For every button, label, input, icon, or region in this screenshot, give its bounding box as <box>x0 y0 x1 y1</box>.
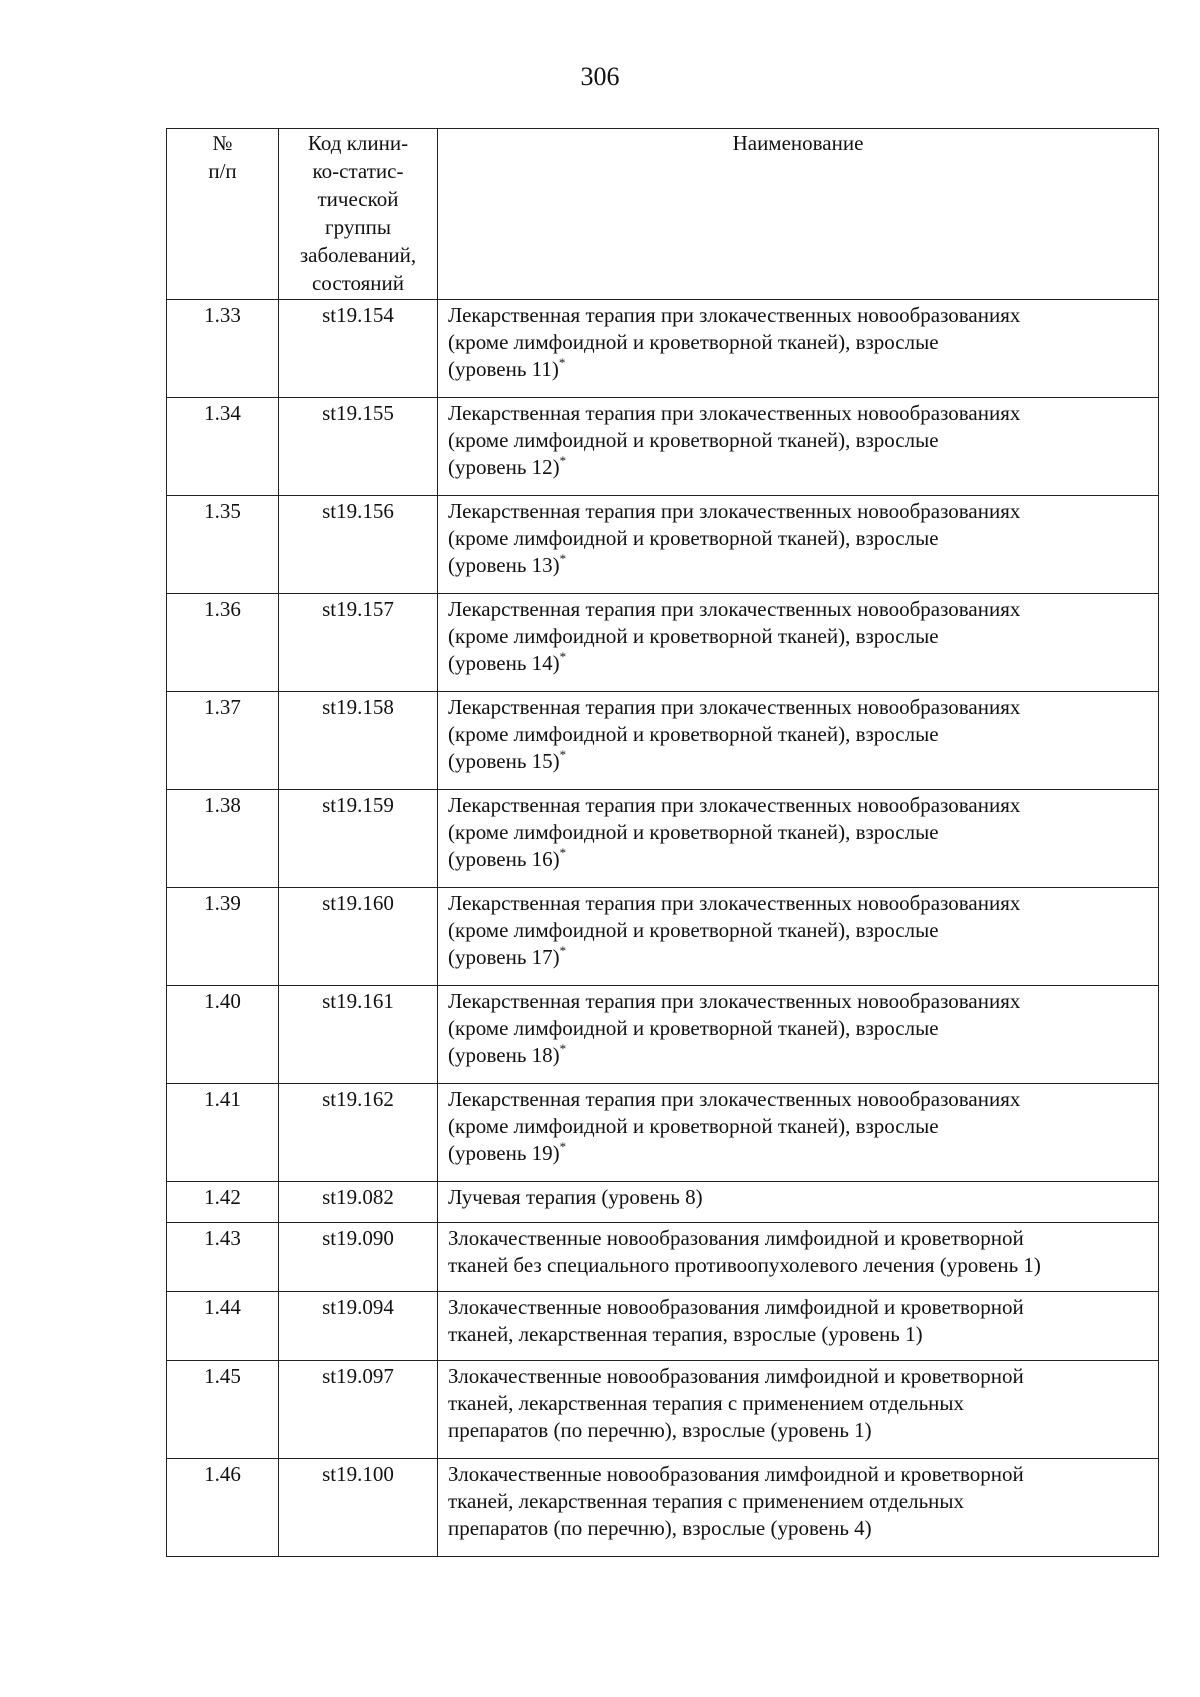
row-number: 1.37 <box>167 692 279 790</box>
row-name <box>438 888 1159 986</box>
row-code: st19.157 <box>279 594 438 692</box>
row-name <box>438 1223 1159 1292</box>
table-header-row <box>167 129 1159 300</box>
row-name-line <box>448 748 1154 775</box>
table-row <box>167 790 1159 888</box>
header-code-line: группы <box>325 215 391 239</box>
footnote-mark: * <box>559 551 567 566</box>
row-name-line: (кроме лимфоидной и кроветворной тканей), взрослые <box>448 624 939 648</box>
footnote-mark: * <box>559 747 567 762</box>
row-name-text: (уровень 19) <box>448 1141 560 1165</box>
row-name-text: (уровень 13) <box>448 553 560 577</box>
row-number: 1.42 <box>167 1182 279 1223</box>
footnote-mark: * <box>559 649 567 664</box>
row-name-line: Лекарственная терапия при злокачественных новообразованиях <box>448 989 1021 1013</box>
row-name-line <box>448 552 1154 579</box>
row-name-line: (кроме лимфоидной и кроветворной тканей), взрослые <box>448 1114 939 1138</box>
table-row <box>167 1459 1159 1557</box>
row-number: 1.46 <box>167 1459 279 1557</box>
row-name-line: (кроме лимфоидной и кроветворной тканей), взрослые <box>448 526 939 550</box>
table-row <box>167 594 1159 692</box>
row-code: st19.082 <box>279 1182 438 1223</box>
row-name <box>438 398 1159 496</box>
row-number: 1.44 <box>167 1292 279 1361</box>
table-row <box>167 1223 1159 1292</box>
header-code-line: состояний <box>311 271 405 295</box>
table-row <box>167 496 1159 594</box>
header-code-line: ко-статис- <box>312 159 404 183</box>
row-name-line <box>448 1140 1154 1167</box>
row-name-line <box>448 944 1154 971</box>
header-number <box>167 129 279 300</box>
row-name-line <box>448 846 1154 873</box>
footnote-mark: * <box>559 1139 567 1154</box>
row-number: 1.40 <box>167 986 279 1084</box>
row-code: st19.094 <box>279 1292 438 1361</box>
header-number-line: п/п <box>208 159 237 183</box>
row-number: 1.43 <box>167 1223 279 1292</box>
row-code: st19.156 <box>279 496 438 594</box>
row-name-line: тканей, лекарственная терапия с применением отдельных <box>448 1489 965 1513</box>
row-name-line: Лекарственная терапия при злокачественных новообразованиях <box>448 303 1021 327</box>
footnote-mark: * <box>559 453 567 468</box>
table-row <box>167 1182 1159 1223</box>
ksg-table <box>166 128 1159 1557</box>
row-name <box>438 1182 1159 1223</box>
row-name-line: Злокачественные новообразования лимфоидной и кроветворной <box>448 1364 1024 1388</box>
row-code: st19.100 <box>279 1459 438 1557</box>
row-number: 1.35 <box>167 496 279 594</box>
table-row <box>167 1361 1159 1459</box>
row-name <box>438 594 1159 692</box>
row-name-line: (кроме лимфоидной и кроветворной тканей), взрослые <box>448 722 939 746</box>
row-name-text: (уровень 15) <box>448 749 560 773</box>
row-name-line: (кроме лимфоидной и кроветворной тканей), взрослые <box>448 1016 939 1040</box>
table-row <box>167 300 1159 398</box>
row-code: st19.160 <box>279 888 438 986</box>
row-name-line: препаратов (по перечню), взрослые (уровень 4) <box>448 1516 872 1540</box>
row-number: 1.41 <box>167 1084 279 1182</box>
row-name-line <box>448 1042 1154 1069</box>
row-name-line: тканей, лекарственная терапия с применением отдельных <box>448 1391 965 1415</box>
row-name <box>438 790 1159 888</box>
row-name <box>438 496 1159 594</box>
footnote-mark: * <box>559 1041 567 1056</box>
row-name <box>438 986 1159 1084</box>
row-code: st19.162 <box>279 1084 438 1182</box>
row-name-line: (кроме лимфоидной и кроветворной тканей), взрослые <box>448 918 939 942</box>
row-name-line: тканей без специального противоопухолевого лечения (уровень 1) <box>448 1253 1041 1277</box>
row-name <box>438 1084 1159 1182</box>
table-row <box>167 986 1159 1084</box>
table-row <box>167 1084 1159 1182</box>
row-name-line <box>448 356 1154 383</box>
row-name-line: Злокачественные новообразования лимфоидной и кроветворной <box>448 1462 1024 1486</box>
row-number: 1.36 <box>167 594 279 692</box>
row-number: 1.39 <box>167 888 279 986</box>
row-number: 1.33 <box>167 300 279 398</box>
row-name-line <box>448 454 1154 481</box>
row-code: st19.158 <box>279 692 438 790</box>
header-code-line: Код клини- <box>307 131 409 155</box>
row-name-line <box>448 650 1154 677</box>
row-name-line: Лекарственная терапия при злокачественных новообразованиях <box>448 1087 1021 1111</box>
row-name-text: (уровень 18) <box>448 1043 560 1067</box>
row-number: 1.38 <box>167 790 279 888</box>
row-name-line: (кроме лимфоидной и кроветворной тканей), взрослые <box>448 428 939 452</box>
table-row <box>167 692 1159 790</box>
row-name-line: Лекарственная терапия при злокачественных новообразованиях <box>448 793 1021 817</box>
footnote-mark: * <box>558 355 566 370</box>
row-code: st19.090 <box>279 1223 438 1292</box>
row-name <box>438 1361 1159 1459</box>
row-number: 1.34 <box>167 398 279 496</box>
row-name-text: (уровень 14) <box>448 651 560 675</box>
header-name: Наименование <box>438 129 1159 300</box>
header-code-line: тической <box>317 187 399 211</box>
row-name-text: (уровень 12) <box>448 455 560 479</box>
row-name-line: Лекарственная терапия при злокачественных новообразованиях <box>448 695 1021 719</box>
row-name-text: (уровень 17) <box>448 945 560 969</box>
table-row <box>167 398 1159 496</box>
header-code <box>279 129 438 300</box>
row-name-text: (уровень 16) <box>448 847 560 871</box>
row-code: st19.154 <box>279 300 438 398</box>
row-name <box>438 1459 1159 1557</box>
page-number: 306 <box>580 62 620 91</box>
row-number: 1.45 <box>167 1361 279 1459</box>
row-code: st19.161 <box>279 986 438 1084</box>
row-name <box>438 1292 1159 1361</box>
row-name-text: (уровень 11) <box>448 357 559 381</box>
row-name-line: Лекарственная терапия при злокачественных новообразованиях <box>448 499 1021 523</box>
table-row <box>167 888 1159 986</box>
row-name-line: Лекарственная терапия при злокачественных новообразованиях <box>448 891 1021 915</box>
row-name-line: Злокачественные новообразования лимфоидной и кроветворной <box>448 1226 1024 1250</box>
header-number-line: № <box>212 131 233 155</box>
row-name <box>438 692 1159 790</box>
row-name <box>438 300 1159 398</box>
row-name-line: Лучевая терапия (уровень 8) <box>448 1185 703 1209</box>
row-code: st19.097 <box>279 1361 438 1459</box>
table-row <box>167 1292 1159 1361</box>
row-name-line: Лекарственная терапия при злокачественных новообразованиях <box>448 401 1021 425</box>
row-name-line: (кроме лимфоидной и кроветворной тканей), взрослые <box>448 330 939 354</box>
footnote-mark: * <box>559 845 567 860</box>
row-name-line: Злокачественные новообразования лимфоидной и кроветворной <box>448 1295 1024 1319</box>
row-code: st19.155 <box>279 398 438 496</box>
row-name-line: Лекарственная терапия при злокачественных новообразованиях <box>448 597 1021 621</box>
row-name-line: препаратов (по перечню), взрослые (уровень 1) <box>448 1418 872 1442</box>
row-code: st19.159 <box>279 790 438 888</box>
header-code-line: заболеваний, <box>299 243 417 267</box>
footnote-mark: * <box>559 943 567 958</box>
row-name-line: (кроме лимфоидной и кроветворной тканей), взрослые <box>448 820 939 844</box>
row-name-line: тканей, лекарственная терапия, взрослые (уровень 1) <box>448 1322 923 1346</box>
